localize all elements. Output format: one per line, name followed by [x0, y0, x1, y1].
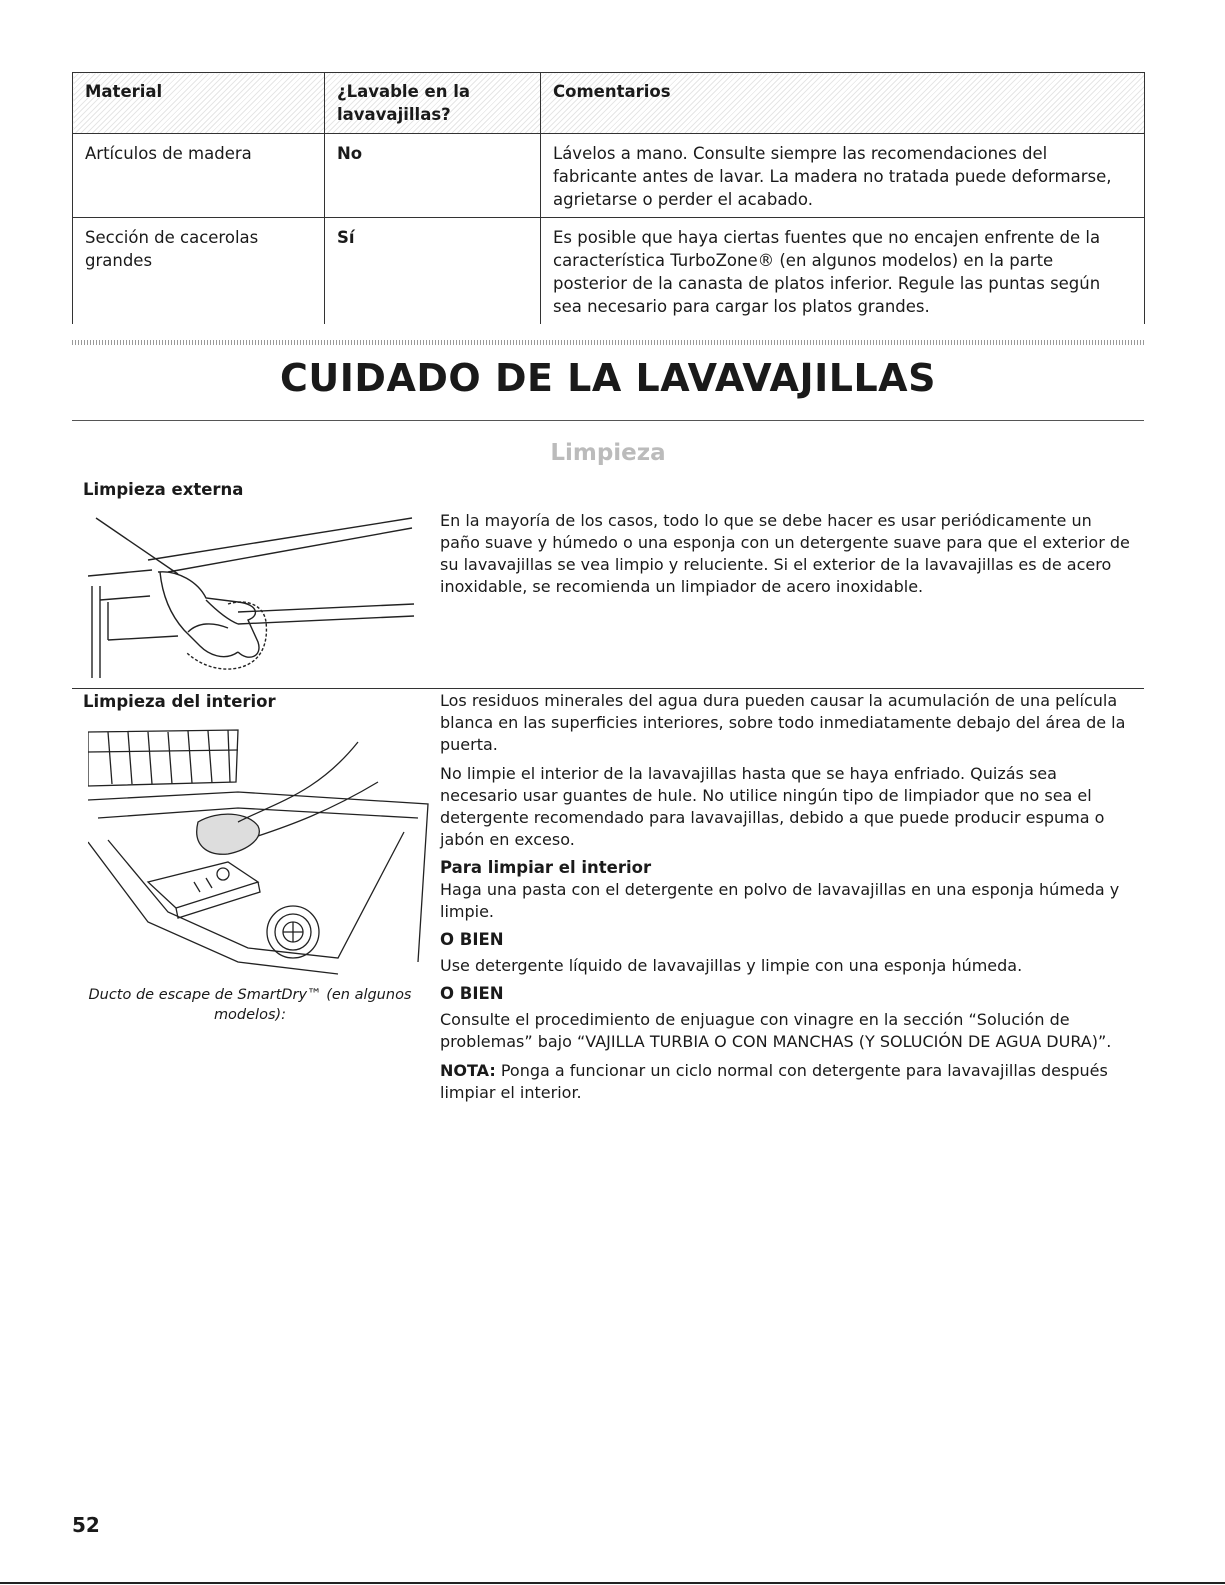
- internal-paragraph-1: Los residuos minerales del agua dura pueden causar la acumulación de una película blanca en las superficies interiores, sobre todo inmediatamente debajo del área de la puerta.: [440, 691, 1126, 754]
- note-label: NOTA:: [440, 1061, 496, 1080]
- cell-material: Sección de cacerolas grandes: [73, 218, 325, 325]
- header-comments: Comentarios: [541, 73, 1145, 134]
- internal-paragraph-2: No limpie el interior de la lavavajillas hasta que se haya enfriado. Quizás sea necesario usar guantes de hule. No utilice ningún tipo de limpiador que no sea el detergente recomendado para lavavajillas, debido a que puede producir espuma o jabón en exceso.: [440, 764, 1105, 849]
- table-header-row: [73, 73, 1145, 134]
- title-divider: [72, 420, 1144, 421]
- internal-paragraph-5: Consulte el procedimiento de enjuague con vinagre en la sección “Solución de problemas” bajo “VAJILLA TURBIA O CON MANCHAS (Y SOLUCIÓN DE AGUA DURA)”.: [440, 1010, 1112, 1051]
- or-label-1: O BIEN: [440, 930, 504, 949]
- internal-paragraph-4: Use detergente líquido de lavavajillas y limpie con una esponja húmeda.: [440, 956, 1023, 975]
- internal-cleaning-text-block: [440, 690, 1136, 1111]
- materials-table: [72, 72, 1145, 324]
- cell-washable: Sí: [325, 218, 541, 325]
- section-divider: [72, 688, 1144, 689]
- section-subtitle: Limpieza: [550, 440, 666, 466]
- header-material: Material: [73, 73, 325, 134]
- cell-comment: Es posible que haya ciertas fuentes que no encajen enfrente de la característica TurboZone® (en algunos modelos) en la parte posterior de la canasta de platos inferior. Regule las puntas según sea necesario para cargar los platos grandes.: [541, 218, 1145, 325]
- internal-cleaning-illustration: [88, 722, 433, 977]
- or-label-2: O BIEN: [440, 984, 504, 1003]
- page-bottom-edge: [0, 1582, 1225, 1584]
- smartdry-caption: Ducto de escape de SmartDry™ (en algunos modelos):: [88, 987, 412, 1023]
- page-number: 52: [72, 1513, 100, 1537]
- external-cleaning-paragraph: En la mayoría de los casos, todo lo que se debe hacer es usar periódicamente un paño suave y húmedo o una esponja con un detergente suave para que el exterior de su lavavajillas se vea limpio y reluciente. Si el exterior de la lavavajillas es de acero inoxidable, se recomienda un limpiador de acero inoxidable.: [440, 511, 1130, 596]
- internal-paragraph-3: Haga una pasta con el detergente en polvo de lavavajillas en una esponja húmeda y limpie.: [440, 880, 1120, 921]
- external-cleaning-label: Limpieza externa: [83, 480, 244, 499]
- internal-subheading: Para limpiar el interior: [440, 858, 652, 877]
- section-title: CUIDADO DE LA LAVAVAJILLAS: [280, 356, 936, 400]
- cell-material: Artículos de madera: [73, 134, 325, 218]
- note-text: Ponga a funcionar un ciclo normal con detergente para lavavajillas después limpiar el interior.: [440, 1061, 1108, 1102]
- cell-washable: No: [325, 134, 541, 218]
- cell-comment: Lávelos a mano. Consulte siempre las recomendaciones del fabricante antes de lavar. La madera no tratada puede deformarse, agrietarse o perder el acabado.: [541, 134, 1145, 218]
- note-paragraph: [440, 1060, 1136, 1104]
- internal-cleaning-label: Limpieza del interior: [83, 692, 276, 711]
- table-row: [73, 218, 1145, 325]
- header-washable: ¿Lavable en la lavavajillas?: [325, 73, 541, 134]
- table-row: [73, 134, 1145, 218]
- external-cleaning-illustration: [88, 512, 418, 682]
- table-bottom-divider: [72, 340, 1144, 345]
- external-cleaning-text-block: [440, 510, 1136, 605]
